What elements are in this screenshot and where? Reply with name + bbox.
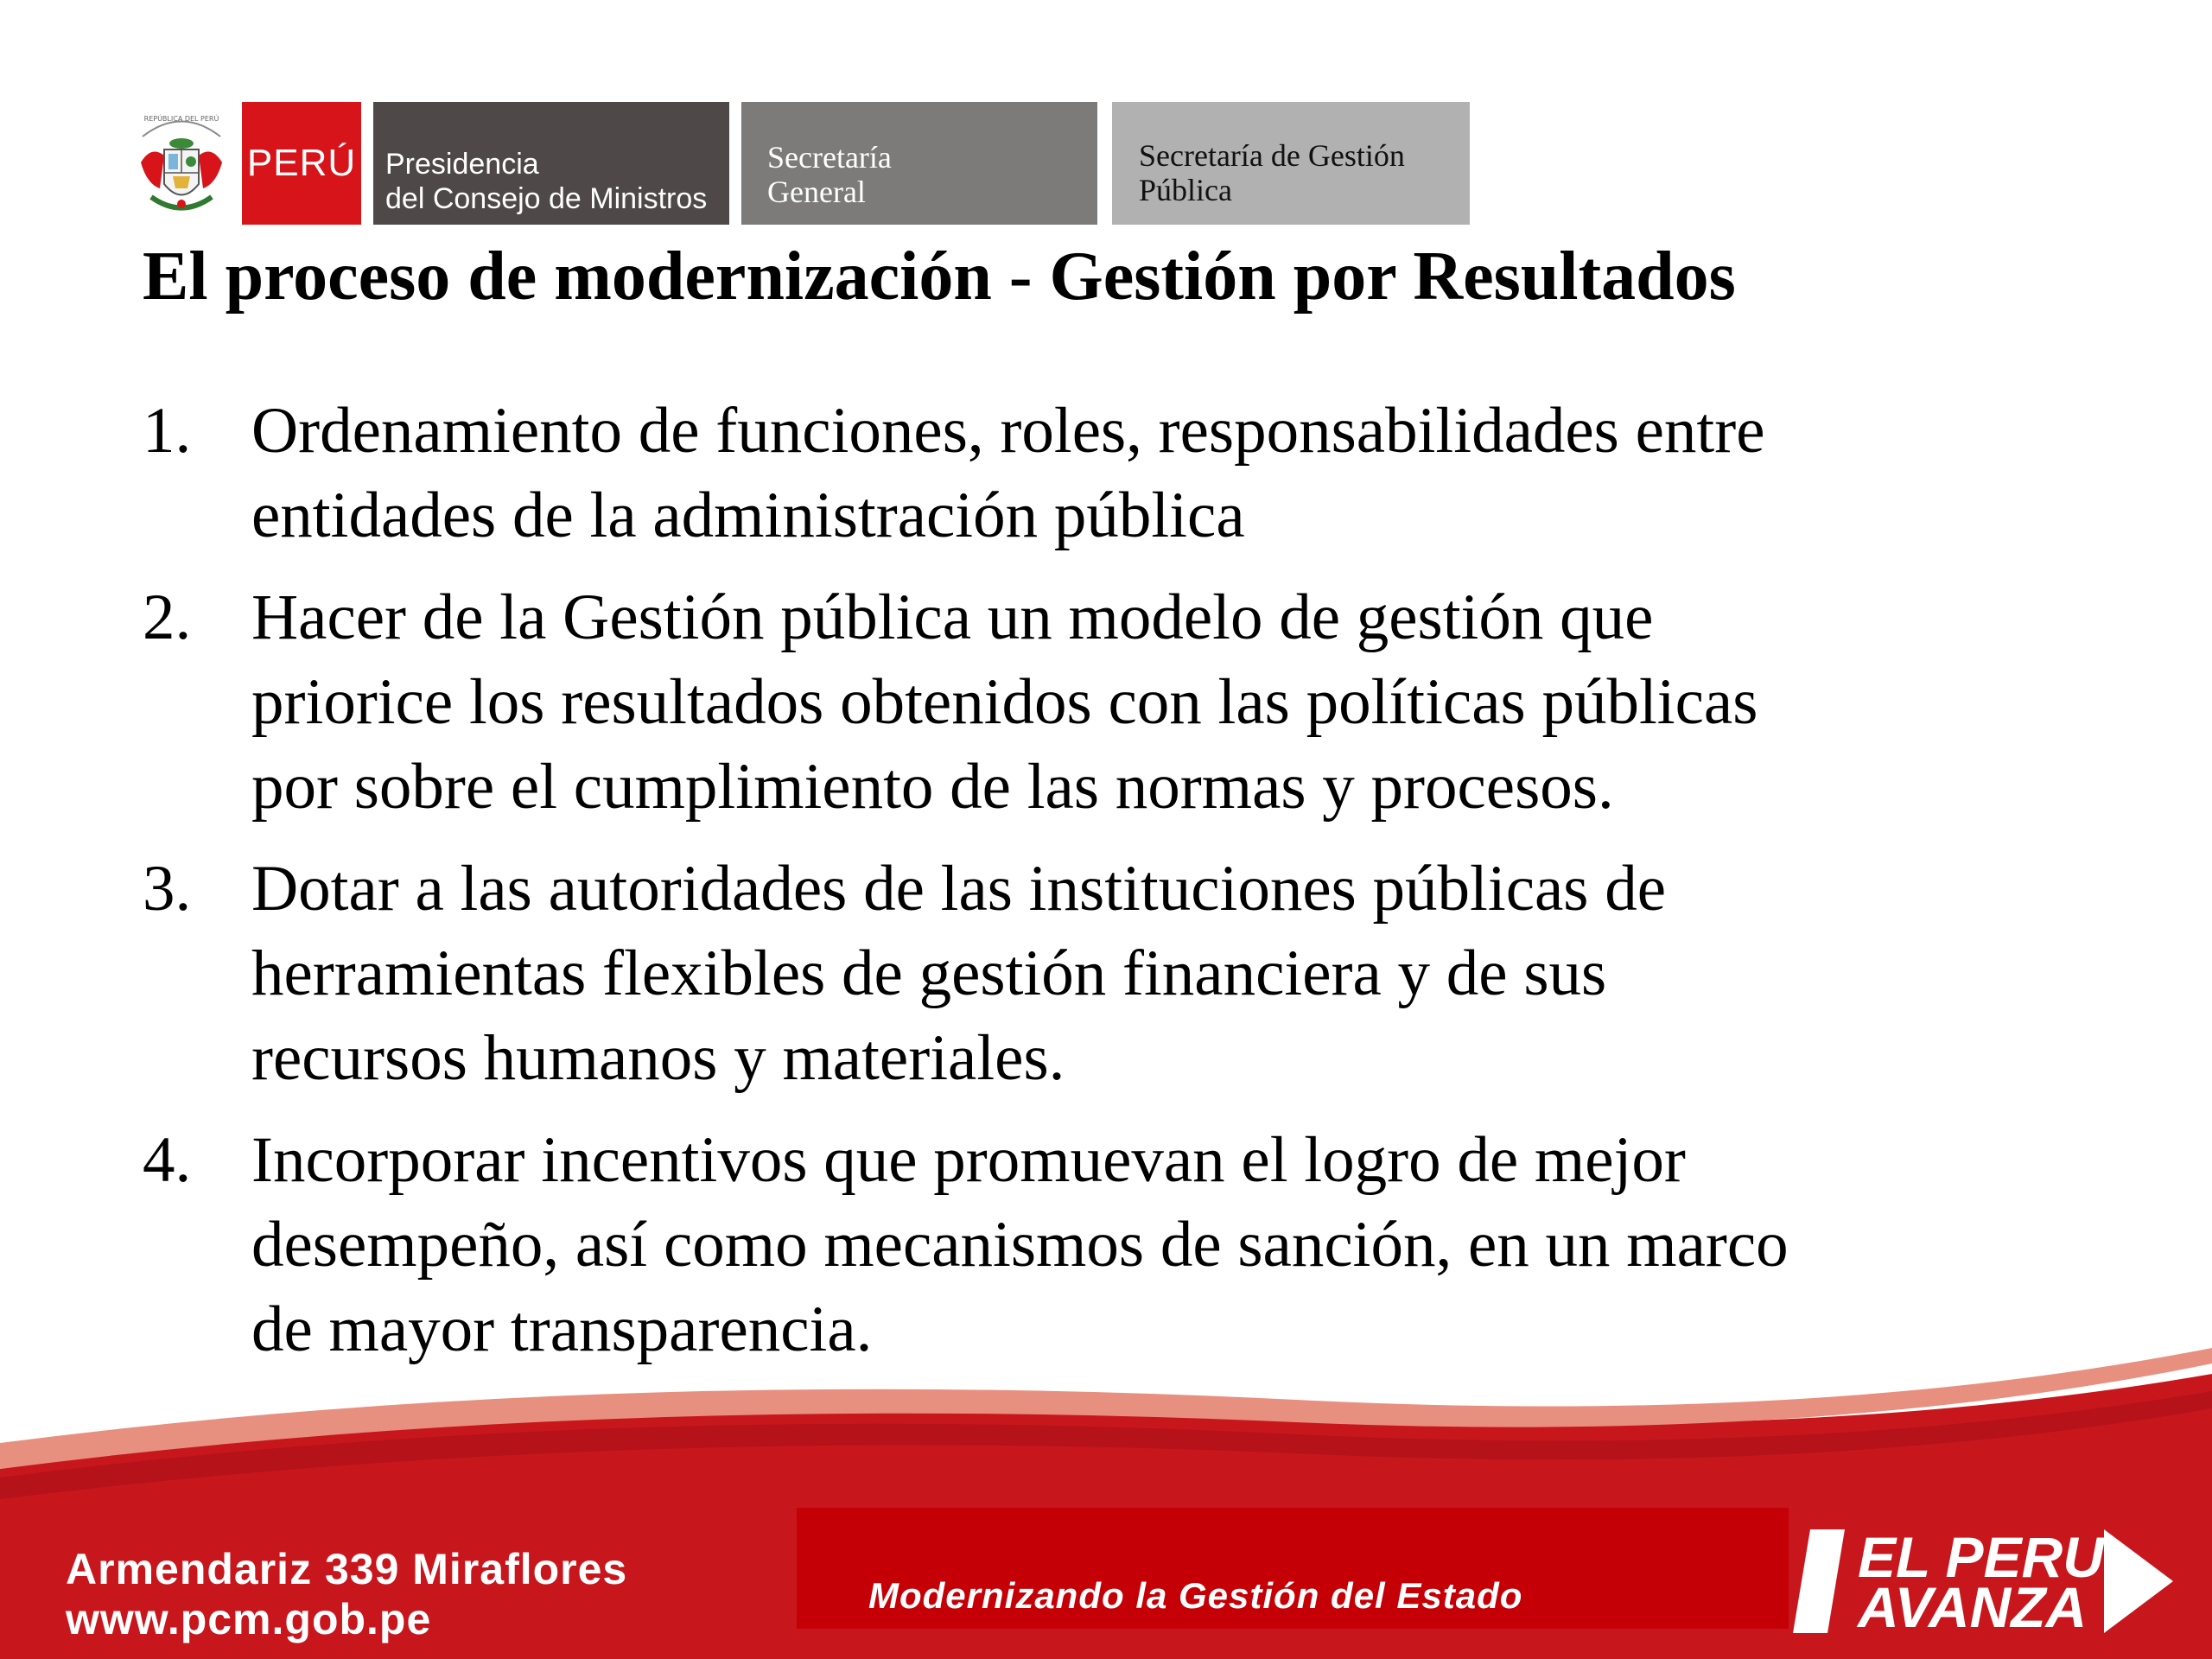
item-text [251, 1118, 2087, 1372]
sgp-line1: Secretaría de Gestión [1139, 138, 1405, 173]
pcm-line2: del Consejo de Ministros [385, 182, 708, 215]
item-line: desempeño, así como mecanismos de sanción, en un marco [251, 1209, 1789, 1281]
item-number: 4. [143, 1124, 192, 1196]
sg-line1: Secretaría [767, 140, 892, 175]
pcm-brand-block [373, 102, 729, 225]
item-number: 1. [143, 395, 192, 467]
sg-line2: General [767, 175, 866, 209]
item-line: recursos humanos y materiales. [251, 1022, 1065, 1094]
avanza-line1: EL PERU [1858, 1525, 2104, 1589]
item-line: Ordenamiento de funciones, roles, responsabilidades entre [251, 395, 1765, 467]
peru-label: PERÚ [246, 142, 357, 184]
item-line: entidades de la administración pública [251, 480, 1245, 551]
svg-text:REPÚBLICA DEL PERÚ: REPÚBLICA DEL PERÚ [143, 115, 219, 123]
secretaria-general-block [741, 102, 1097, 225]
item-line: herramientas flexibles de gestión financiera y de sus [251, 938, 1607, 1009]
footer-website: www.pcm.gob.pe [66, 1595, 432, 1643]
slide-title: El proceso de modernización - Gestión por Resultados [143, 238, 1736, 315]
list-item [143, 389, 2087, 558]
item-number: 3. [143, 853, 192, 925]
footer-contact [66, 1544, 627, 1644]
item-text [251, 575, 2087, 830]
item-line: de mayor transparencia. [251, 1294, 873, 1365]
peru-brand-block [242, 102, 361, 225]
list-item [143, 847, 2087, 1101]
coat-of-arms-logo [134, 102, 229, 225]
sgp-line2: Pública [1139, 173, 1232, 207]
item-text [251, 389, 2087, 558]
item-number: 2. [143, 582, 192, 653]
list-item [143, 1118, 2087, 1372]
footer-address: Armendariz 339 Miraflores [66, 1545, 628, 1593]
objectives-list [143, 389, 2087, 1389]
item-line: Incorporar incentivos que promuevan el logro de mejor [251, 1124, 1686, 1196]
list-item [143, 575, 2087, 830]
footer-slogan: Modernizando la Gestión del Estado [868, 1575, 1523, 1616]
item-line: Dotar a las autoridades de las instituciones públicas de [251, 853, 1667, 925]
pcm-line1: Presidencia [385, 148, 539, 181]
item-line: priorice los resultados obtenidos con las políticas públicas [251, 666, 1758, 738]
item-text [251, 847, 2087, 1101]
avanza-line2: AVANZA [1858, 1575, 2088, 1639]
item-line: por sobre el cumplimiento de las normas y procesos. [251, 751, 1614, 823]
item-line: Hacer de la Gestión pública un modelo de gestión que [251, 582, 1654, 653]
secretaria-gestion-publica-block [1112, 102, 1470, 225]
